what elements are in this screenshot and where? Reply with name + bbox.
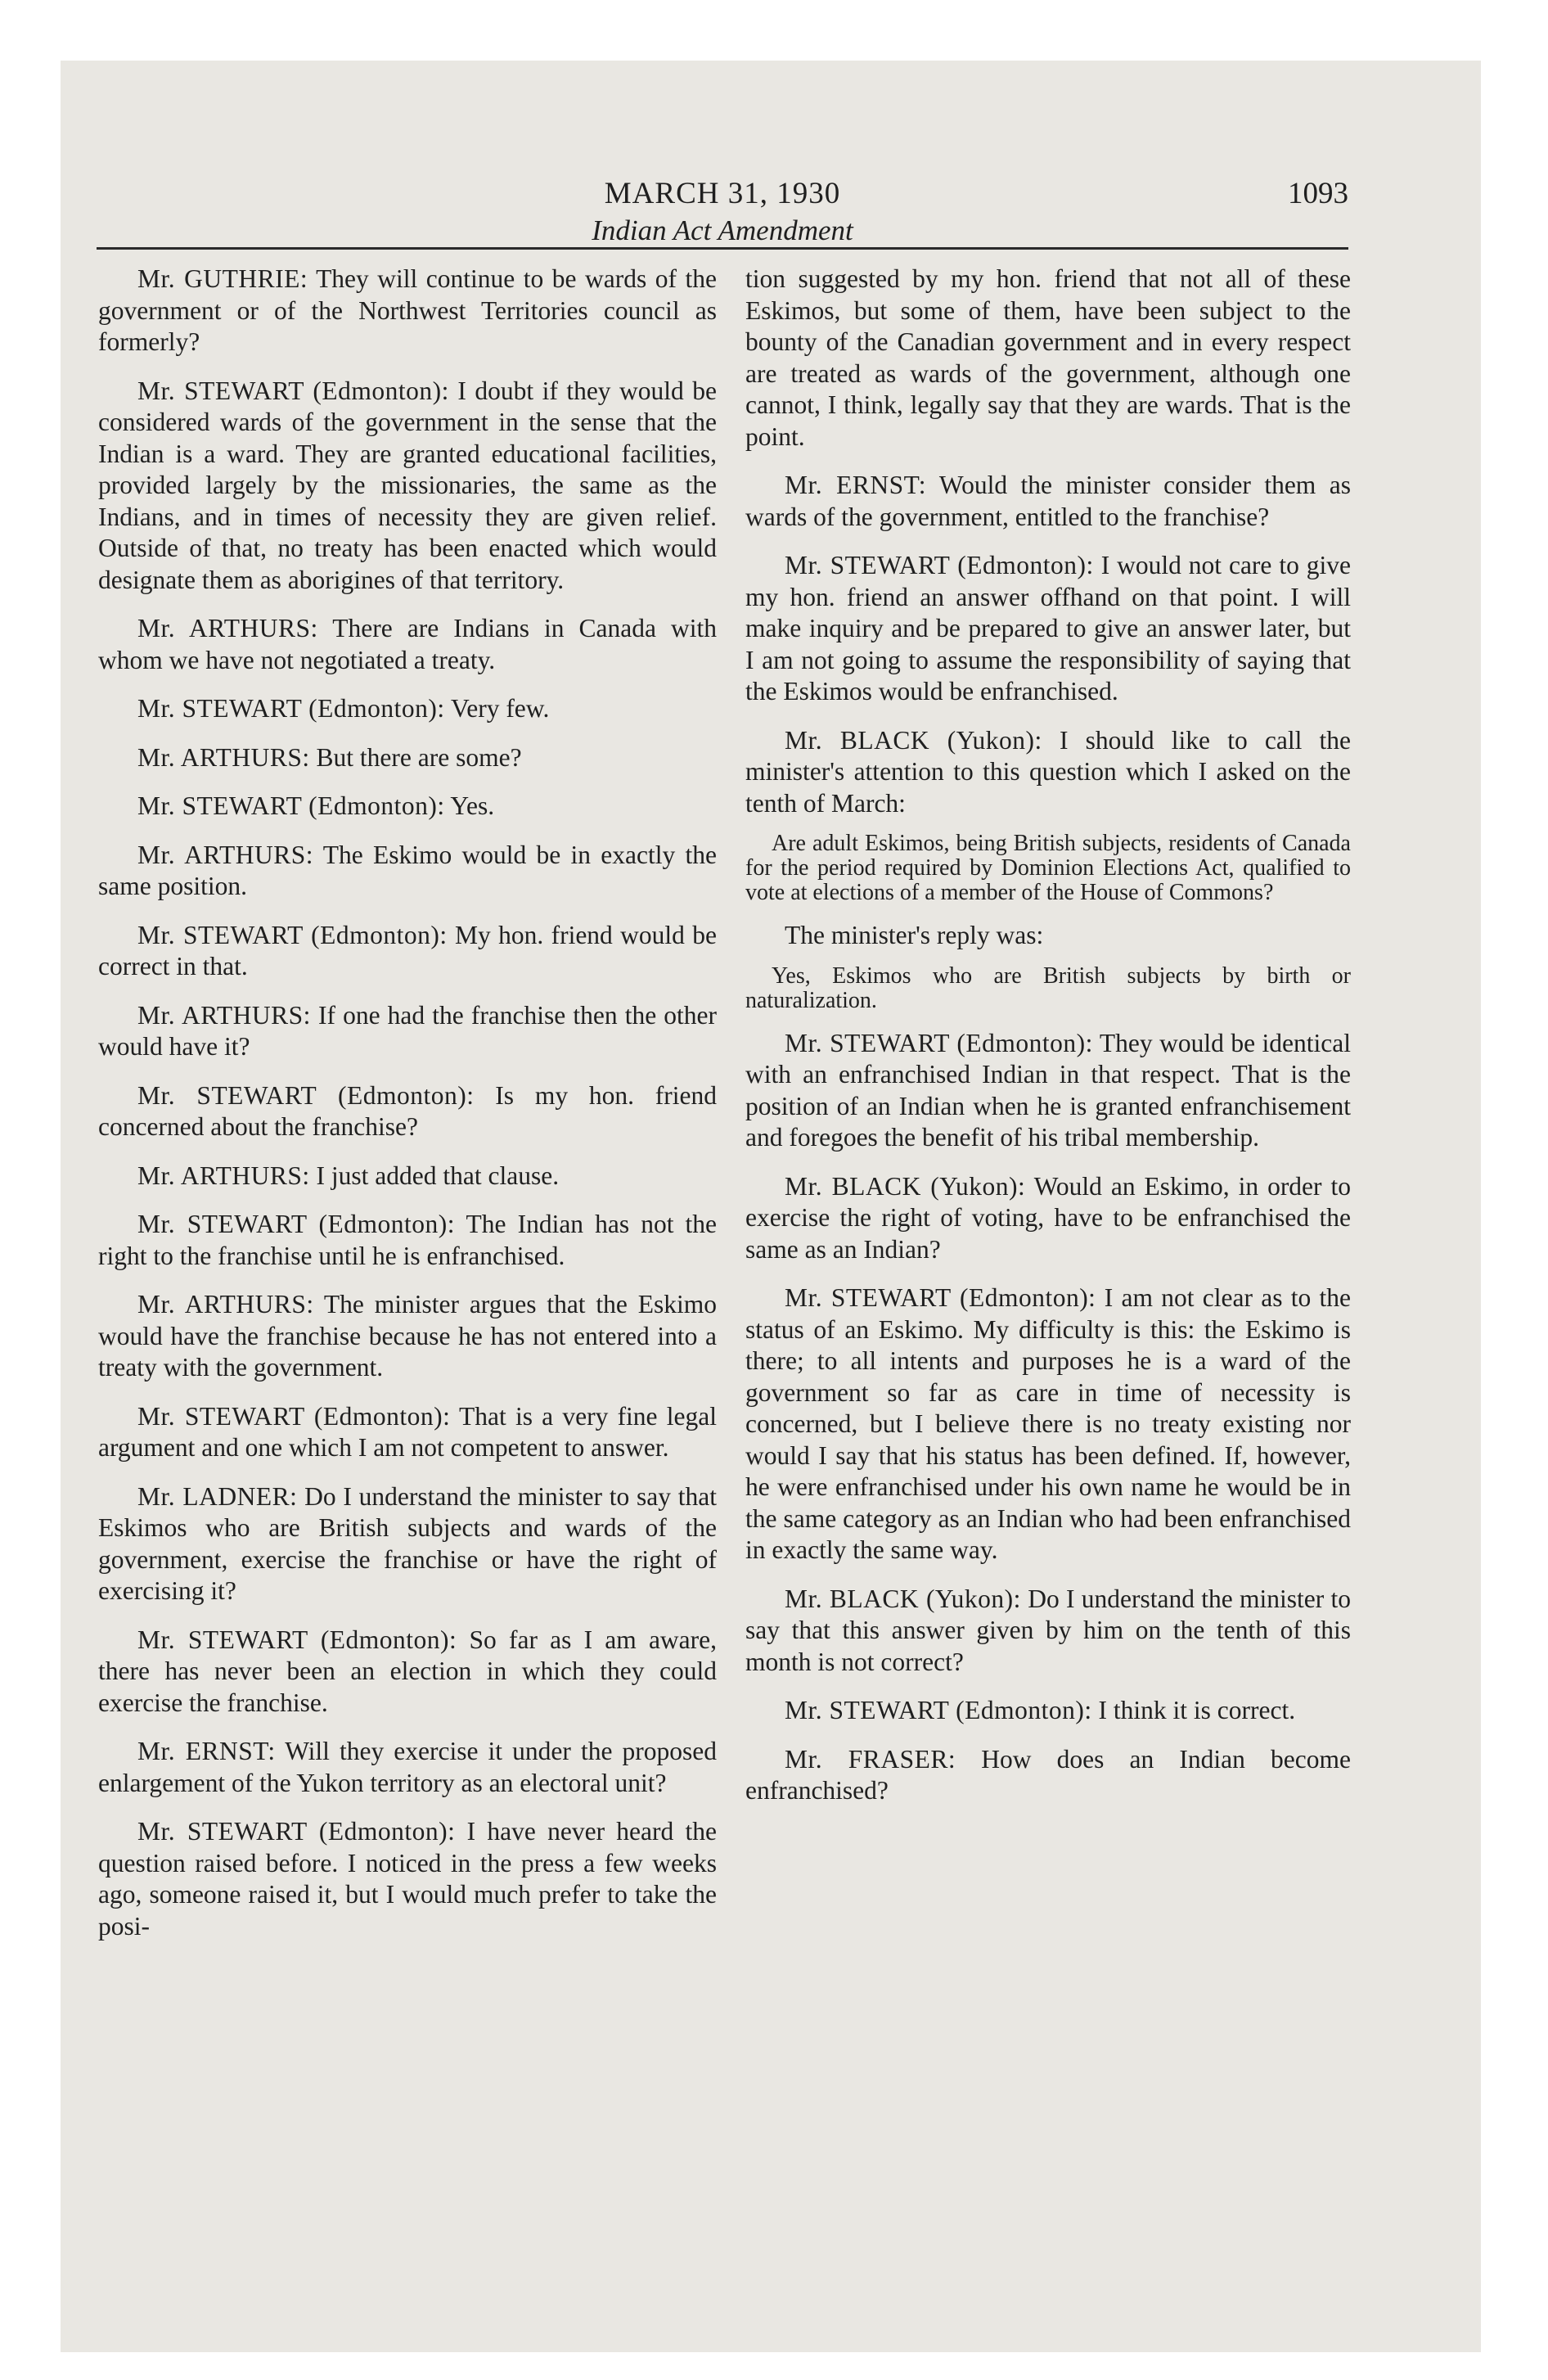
- speech-paragraph: [98, 1736, 717, 1799]
- speech-text: Would the minister consider them as wards of the government, entitled to the franchise?: [745, 471, 1351, 531]
- speaker-name: Mr. LADNER:: [137, 1481, 298, 1511]
- speech-paragraph: [98, 376, 717, 597]
- speech-text: That is a very fine legal argument and one which I am not competent to answer.: [98, 1401, 717, 1462]
- speech-paragraph: [745, 1695, 1351, 1727]
- speech-text: Is my hon. friend concerned about the franchise?: [98, 1080, 717, 1141]
- speaker-name: Mr. ARTHURS:: [137, 614, 318, 642]
- speaker-name: Mr. ERNST:: [785, 471, 927, 499]
- plain-paragraph: The minister's reply was:: [785, 921, 1044, 949]
- speech-text: I am not clear as to the status of an Eskimo. My difficulty is this: the Eskimo is there; to all intents and purposes he is a ward of the government so far as care in time of necessity is concerned, but I believe there is no treaty existing nor would I say that his status has been defined. If, however, he were enfranchised under his own name he would be in the same category as an Indian who had been enfranchised in exactly the same way.: [745, 1283, 1351, 1564]
- speech-text: I doubt if they would be considered wards of the government in the sense that the Indian is a ward. They are granted educational facilities, provided largely by the missionaries, the same as the Indians, and in times of necessity they are given relief. Outside of that, no treaty has been enacted which would designate them as aborigines of that territory.: [98, 376, 718, 594]
- speech-paragraph: [98, 1625, 717, 1720]
- quoted-question: Are adult Eskimos, being British subjects, residents of Canada for the period required by Dominion Elections Act, qualified to vote at elections of a member of the House of Commons?: [745, 831, 1351, 905]
- speech-text: I just added that clause.: [316, 1161, 560, 1190]
- speech-paragraph: [98, 1481, 717, 1607]
- speech-paragraph: [745, 725, 1351, 820]
- speech-text: They would be identical with an enfranchised Indian in that respect. That is the position of an Indian when he is granted enfranchisement and foregoes the benefit of his tribal membership.: [745, 1028, 1351, 1152]
- speaker-name: Mr. ARTHURS:: [137, 840, 314, 869]
- speaker-name: Mr. ARTHURS:: [137, 1161, 310, 1190]
- page-header: [97, 164, 1348, 254]
- speech-text: I have never heard the question raised before. I noticed in the press a few weeks ago, someone raised it, but I would much prefer to take the posi-: [98, 1817, 717, 1941]
- speech-paragraph: [745, 1744, 1351, 1807]
- speaker-name: Mr. STEWART (Edmonton):: [137, 1210, 456, 1238]
- speech-paragraph: [745, 1282, 1351, 1566]
- speech-text: How does an Indian become enfranchised?: [745, 1744, 1352, 1805]
- speech-paragraph: [745, 1028, 1351, 1154]
- speech-text: I would not care to give my hon. friend an answer offhand on that point. I will make inquiry and be prepared to give an answer later, but I am not going to assume the responsibility of saying that the Eskimos would be enfranchised.: [745, 551, 1351, 705]
- speech-text: The minister argues that the Eskimo would have the franchise because he has not entered into a treaty with the government.: [98, 1290, 717, 1382]
- speech-text: If one had the franchise then the other would have it?: [98, 1000, 718, 1061]
- speaker-name: Mr. STEWART (Edmonton):: [785, 1028, 1093, 1057]
- speech-text: So far as I am aware, there has never been an election in which they could exercise the franchise.: [98, 1625, 717, 1717]
- speaker-name: Mr. STEWART (Edmonton):: [137, 376, 449, 405]
- speech-text: Yes.: [450, 791, 495, 820]
- speaker-name: Mr. STEWART (Edmonton):: [785, 1283, 1096, 1312]
- speech-paragraph: [745, 1171, 1351, 1266]
- speech-text: I should like to call the minister's attention to this question which I asked on the tenth of March:: [745, 725, 1352, 818]
- speaker-name: Mr. STEWART (Edmonton):: [137, 920, 448, 949]
- speech-paragraph: [98, 1401, 717, 1464]
- speech-paragraph: [98, 840, 717, 903]
- speaker-name: Mr. BLACK (Yukon):: [785, 1171, 1026, 1201]
- continued-paragraph: tion suggested by my hon. friend that not all of these Eskimos, but some of them, have been subject to the bounty of the Canadian government and in every respect are treated as wards of the government, although one cannot, I think, legally say that they are wards. That is the point.: [745, 264, 1351, 451]
- speech-text: Very few.: [450, 694, 550, 723]
- speaker-name: Mr. STEWART (Edmonton):: [137, 1401, 451, 1431]
- speech-text: Do I understand the minister to say that Eskimos who are British subjects and wards of the government, exercise the franchise or have the right of exercising it?: [98, 1481, 717, 1605]
- page-number: 1093: [1288, 177, 1348, 210]
- speech-text: My hon. friend would be correct in that.: [98, 920, 717, 980]
- speech-text: The Eskimo would be in exactly the same position.: [98, 840, 717, 900]
- speech-paragraph: [98, 791, 717, 823]
- speaker-name: Mr. STEWART (Edmonton):: [137, 1625, 457, 1654]
- speaker-name: Mr. ERNST:: [137, 1737, 276, 1765]
- speech-paragraph: [98, 1209, 717, 1272]
- right-column: [745, 264, 1351, 1824]
- speaker-name: Mr. STEWART (Edmonton):: [785, 1696, 1092, 1724]
- speech-paragraph: [98, 1080, 717, 1143]
- speech-text: The Indian has not the right to the franchise until he is enfranchised.: [98, 1210, 717, 1270]
- speaker-name: Mr. STEWART (Edmonton):: [137, 694, 445, 723]
- speech-paragraph: [98, 1289, 717, 1384]
- speech-text: Do I understand the minister to say that this answer given by him on the tenth of this month is not correct?: [745, 1584, 1352, 1676]
- speaker-name: Mr. ARTHURS:: [137, 742, 310, 772]
- speaker-name: Mr. ARTHURS:: [137, 1000, 311, 1030]
- header-subtitle: Indian Act Amendment: [592, 214, 853, 246]
- speech-paragraph: [98, 264, 717, 358]
- speech-paragraph: [98, 693, 717, 725]
- speaker-name: Mr. STEWART (Edmonton):: [137, 1080, 475, 1110]
- speech-paragraph: [745, 1584, 1351, 1679]
- speech-paragraph: [98, 1000, 717, 1063]
- speech-text: But there are some?: [316, 742, 522, 772]
- speaker-name: Mr. ARTHURS:: [137, 1290, 314, 1318]
- speech-paragraph: [98, 1161, 717, 1192]
- speaker-name: Mr. STEWART (Edmonton):: [785, 551, 1094, 579]
- speech-text: There are Indians in Canada with whom we have not negotiated a treaty.: [98, 614, 717, 674]
- speech-paragraph: [98, 742, 717, 774]
- quoted-reply: Yes, Eskimos who are British subjects by birth or naturalization.: [745, 962, 1351, 1013]
- speaker-name: Mr. BLACK (Yukon):: [785, 1584, 1021, 1613]
- header-date: MARCH 31, 1930: [604, 177, 841, 210]
- speech-text: I think it is correct.: [1098, 1696, 1296, 1724]
- header-rule: [97, 247, 1348, 250]
- speaker-name: Mr. BLACK (Yukon):: [785, 725, 1042, 755]
- speech-text: Will they exercise it under the proposed enlargement of the Yukon territory as an electoral unit?: [98, 1737, 717, 1797]
- speech-paragraph: [98, 920, 717, 983]
- speaker-name: Mr. GUTHRIE:: [137, 264, 308, 293]
- speech-text: Would an Eskimo, in order to exercise the right of voting, have to be enfranchised the same as an Indian?: [745, 1171, 1351, 1264]
- speaker-name: Mr. STEWART (Edmonton):: [137, 791, 445, 820]
- speech-paragraph: [98, 1816, 717, 1942]
- speaker-name: Mr. STEWART (Edmonton):: [137, 1817, 456, 1846]
- speech-paragraph: [745, 550, 1351, 708]
- speech-paragraph: [745, 470, 1351, 533]
- speech-paragraph: [98, 613, 717, 676]
- speech-text: They will continue to be wards of the government or of the Northwest Territories council as formerly?: [98, 264, 717, 356]
- left-column: [98, 264, 717, 1959]
- speaker-name: Mr. FRASER:: [785, 1744, 956, 1774]
